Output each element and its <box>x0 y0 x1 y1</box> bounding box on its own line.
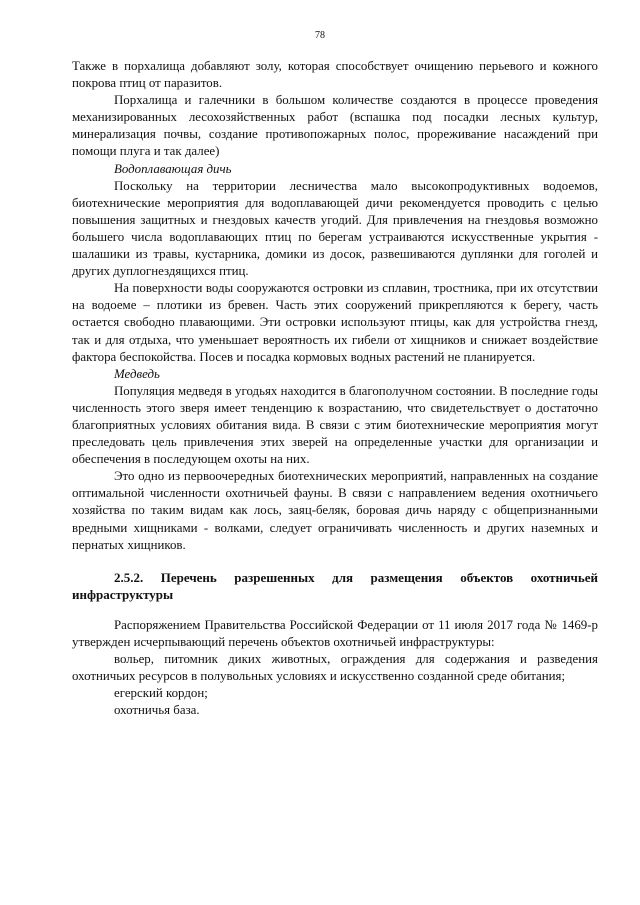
page-number: 78 <box>315 30 325 41</box>
subheading-waterfowl: Водоплавающая дичь <box>114 161 232 176</box>
paragraph: Порхалища и галечники в большом количестве создаются в процессе проведения механизированных лесохозяйственных работ (вспашка под посадки лесных культур, минерализация почвы, создание противопожарных полос, прореживание насаждений при помощи плуга и так далее) <box>72 93 598 159</box>
page-content <box>72 58 598 719</box>
paragraph: Распоряжением Правительства Российской Федерации от 11 июля 2017 года № 1469-р утвержден исчерпывающий перечень объектов охотничьей инфраструктуры: <box>72 617 598 649</box>
paragraph: Поскольку на территории лесничества мало высокопродуктивных водоемов, биотехнические мероприятия для водоплавающей дичи рекомендуется проводить с целью повышения защитных и гнездовых качеств угодий. Для привлечения на гнездовья возможно большего числа водоплавающих птиц по берегам устраиваются искусственные укрытия - шалашики из травы, кустарника, домики из досок, развешиваются дуплянки для гоголей и других дуплогнездящихся птиц. <box>72 178 598 279</box>
paragraph: На поверхности воды сооружаются островки из сплавин, тростника, при их отсутствии на водоеме – плотики из бревен. Часть этих сооружений прикрепляются к берегу, часть остается свободно плавающими. Эти островки используют птицы, как для устройства гнезд, так и для отдыха, что уменьшает вероятность их гибели от хищников и снижает воздействие фактора беспокойства. Посев и посадка кормовых водных растений не планируется. <box>72 281 598 364</box>
list-item: вольер, питомник диких животных, ограждения для содержания и разведения охотничьих ресурсов в полувольных условиях и искусственно созданной среде обитания; <box>72 651 598 683</box>
paragraph: Это одно из первоочередных биотехнических мероприятий, направленных на создание оптимальной численности охотничьей фауны. В связи с направлением ведения охотничьего хозяйства по таким видам как лось, заяц-беляк, боровая дичь наряду с общепризнанными вредными хищниками - волками, следует ограничивать численность и других наземных и пернатых хищников. <box>72 469 598 552</box>
list-item: охотничья база. <box>114 703 200 718</box>
section-heading: 2.5.2. Перечень разрешенных для размещения объектов охотничьей инфраструктуры <box>72 569 598 602</box>
paragraph: Также в порхалища добавляют золу, которая способствует очищению перьевого и кожного покрова птиц от паразитов. <box>72 59 598 91</box>
subheading-bear: Медведь <box>114 366 160 381</box>
list-item: егерский кордон; <box>114 686 208 701</box>
paragraph: Популяция медведя в угодьях находится в благополучном состоянии. В последние годы численность этого зверя имеет тенденцию к возрастанию, что свидетельствует о достаточно благоприятных условиях обитания вида. В связи с этим биотехнические мероприятия могут преследовать цель привлечения этих зверей на определенные участки для организации и обеспечения в последующем охоты на них. <box>72 383 598 467</box>
